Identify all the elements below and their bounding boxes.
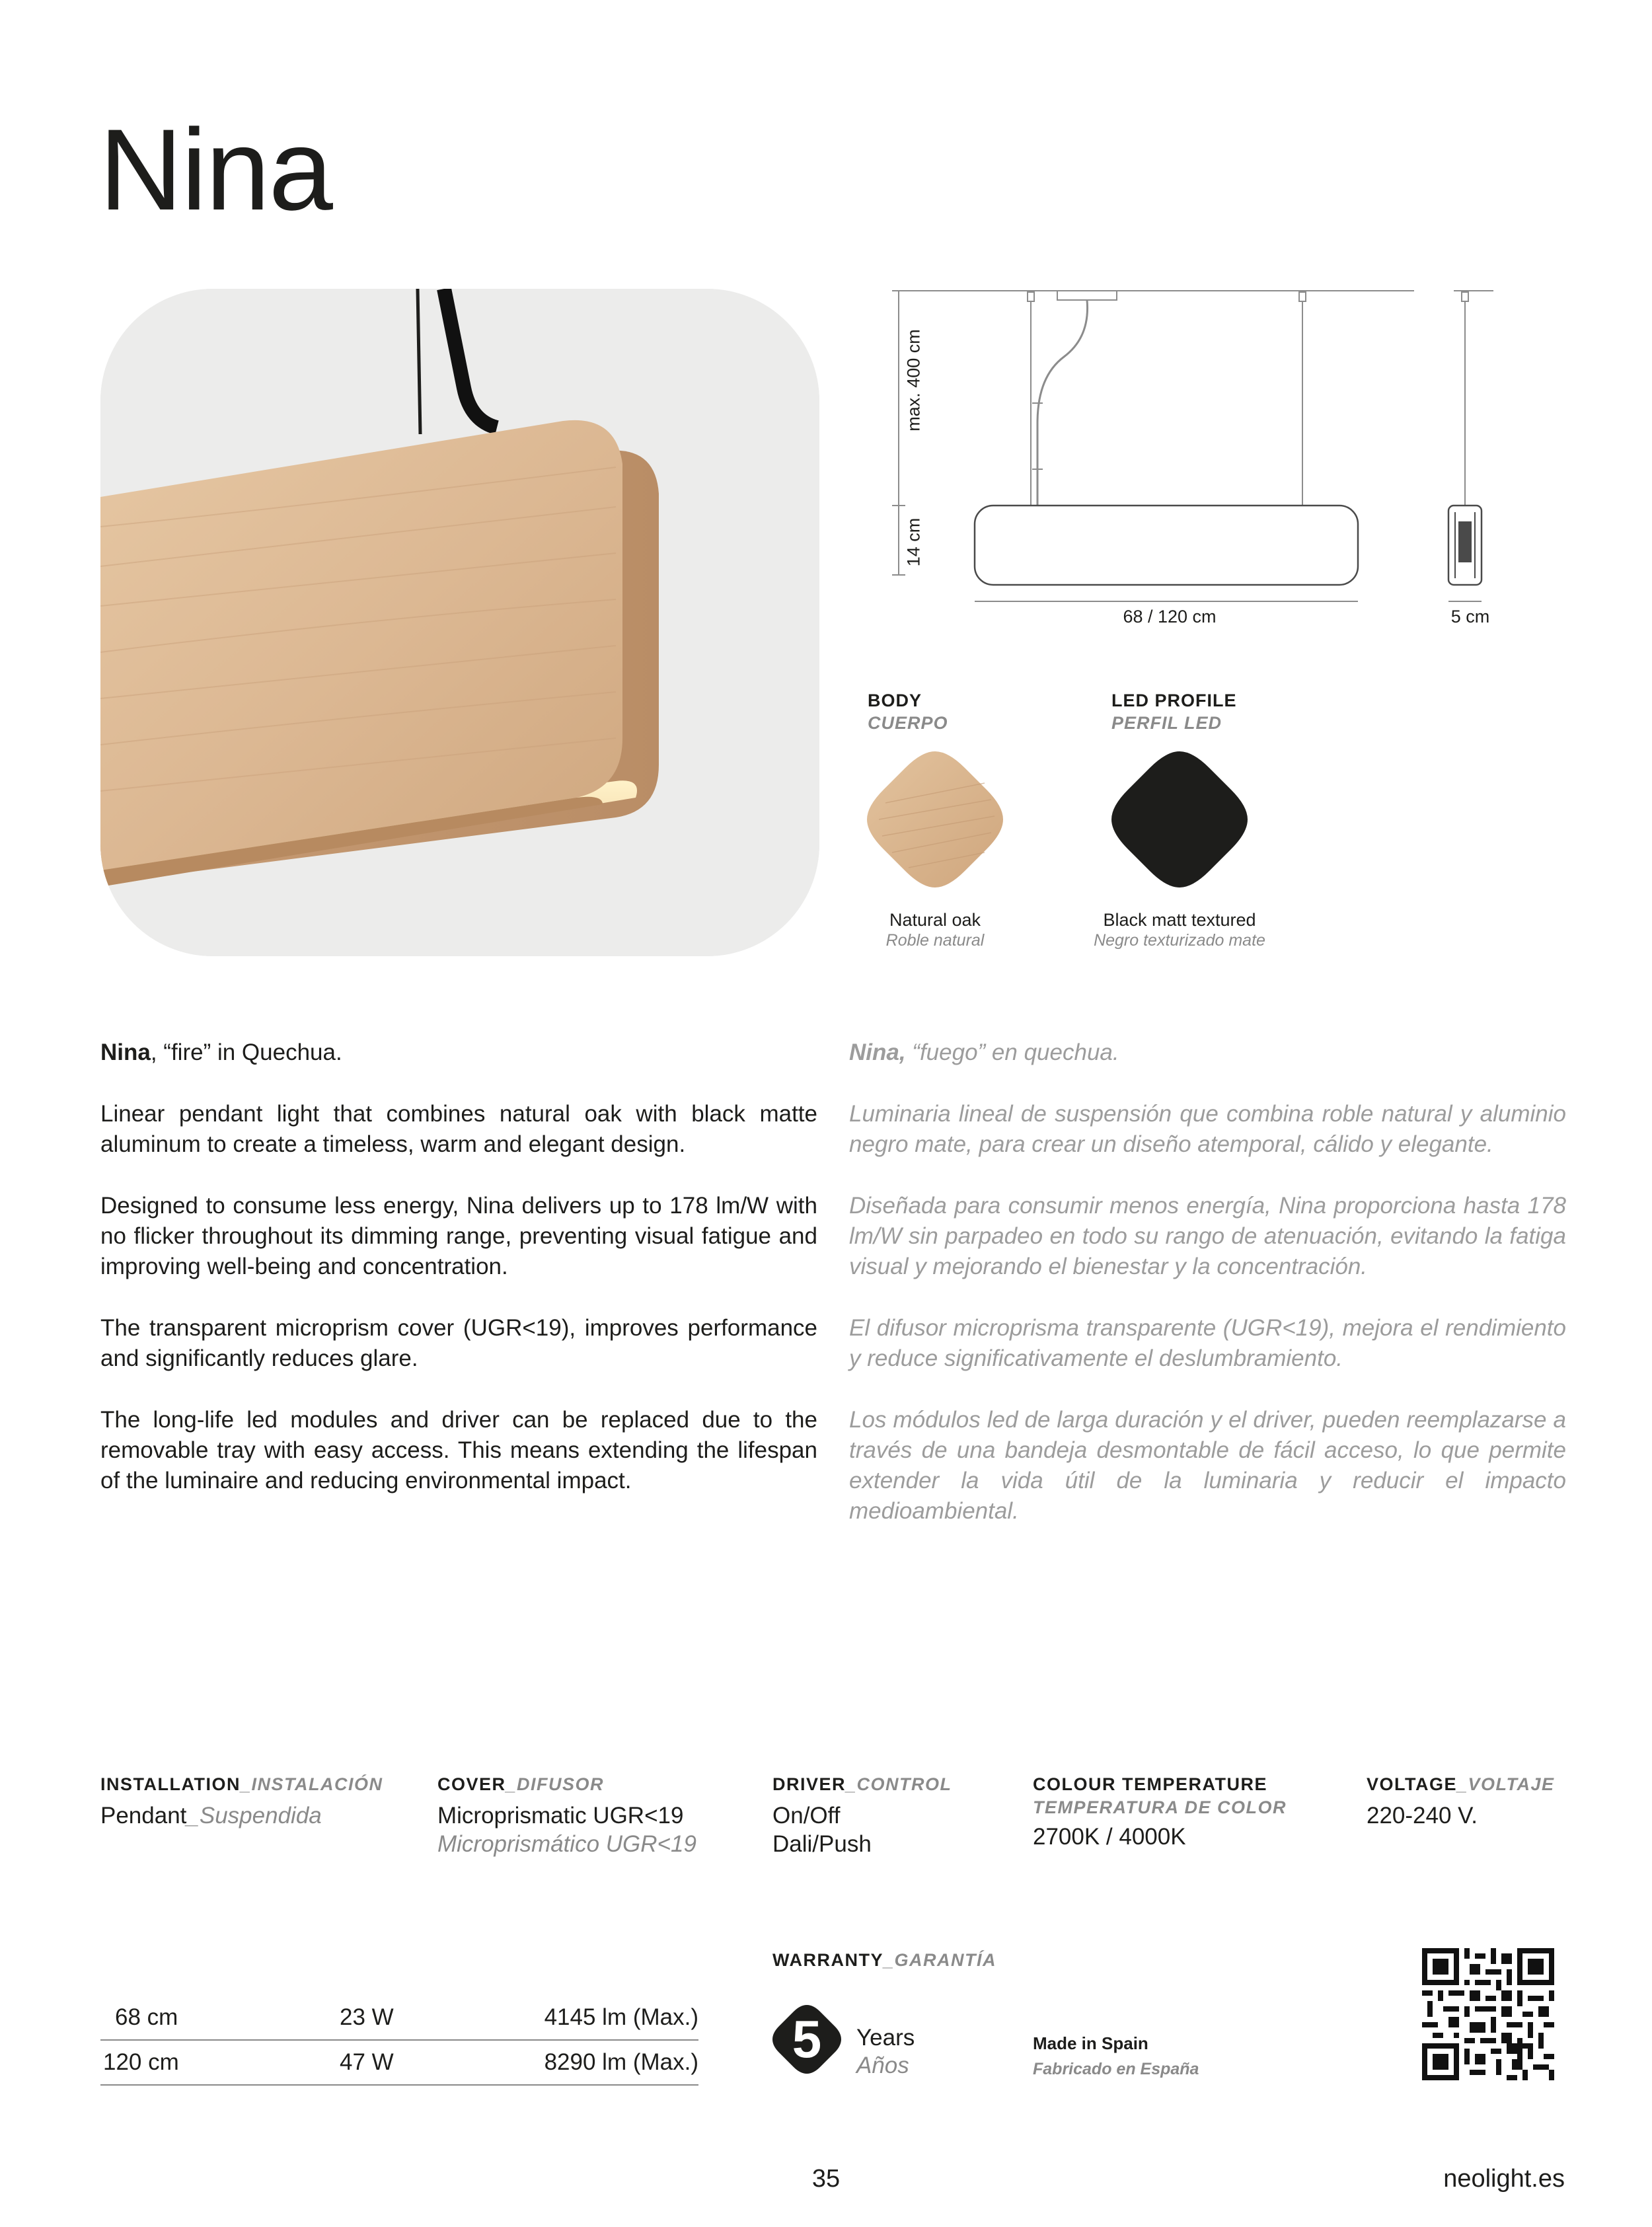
led-finish-label-es: PERFIL LED	[1111, 713, 1222, 733]
table-cell-size: 68 cm	[100, 1996, 340, 2040]
intro-en-bold: Nina	[100, 1039, 151, 1065]
spec-voltage	[1367, 1772, 1555, 1830]
warranty-years-es: Años	[856, 2053, 909, 2078]
spec-voltage-value: 220-240 V.	[1367, 1803, 1478, 1829]
table-cell-flux: 8290 lm (Max.)	[498, 2040, 698, 2085]
table-cell-flux: 4145 lm (Max.)	[498, 1996, 698, 2040]
product-photo	[100, 289, 819, 956]
product-photo-illustration	[100, 289, 819, 956]
paragraph-es-1: Luminaria lineal de suspensión que combina roble natural y aluminio negro mate, para crear un diseño atemporal, cálido y elegante.	[849, 1101, 1566, 1157]
paragraph-en-1: Linear pendant light that combines natural oak with black matte aluminum to create a timeless, warm and elegant design.	[100, 1101, 817, 1157]
spec-installation	[100, 1772, 383, 1830]
table-row	[100, 1996, 698, 2040]
table-cell-size: 120 cm	[100, 2040, 340, 2085]
warranty-badge	[770, 2002, 844, 2076]
description-english	[100, 1038, 817, 1527]
made-in-spain-es: Fabricado en España	[1033, 2060, 1199, 2078]
product-table	[100, 1996, 698, 2086]
spec-driver	[772, 1772, 952, 1858]
paragraph-es-4: Los módulos led de larga duración y el driver, pueden reemplazarse a través de una bandeja desmontable de fácil acceso, lo que permite extender la vida útil de la luminaria y reducir el impacto medioambiental.	[849, 1407, 1566, 1524]
body-finish-label: BODY	[868, 691, 922, 710]
oak-swatch	[859, 743, 1011, 895]
dim-height-max: max. 400 cm	[903, 329, 924, 432]
page-number: 35	[811, 2165, 841, 2193]
spec-colour-temperature	[1033, 1772, 1287, 1851]
spec-installation-label: INSTALLATION_INSTALACIÓN	[100, 1774, 383, 1794]
warranty-years: Years	[856, 2025, 915, 2051]
intro-es-bold: Nina,	[849, 1039, 906, 1065]
spec-cover-value: Microprismatic UGR<19	[437, 1803, 684, 1829]
body-finish-name-es: Roble natural	[885, 931, 985, 950]
spec-cover	[437, 1772, 696, 1858]
paragraph-en-2: Designed to consume less energy, Nina delivers up to 178 lm/W with no flicker throughout its dimming range, preventing visual fatigue and improving well-being and concentration.	[100, 1193, 817, 1279]
led-finish-label: LED PROFILE	[1111, 691, 1237, 710]
paragraph-es-2: Diseñada para consumir menos energía, Nina proporciona hasta 178 lm/W sin parpadeo en todo su rango de atenuación, evitando la fatiga visual y mejorando el bienestar y la concentración.	[849, 1193, 1566, 1279]
intro-es	[849, 1038, 1566, 1068]
spec-colour-temp-value: 2700K / 4000K	[1033, 1824, 1186, 1850]
warranty-label: WARRANTY_GARANTÍA	[772, 1950, 997, 1970]
paragraph-en-4: The long-life led modules and driver can be replaced due to the removable tray with easy access. This means extending the lifespan of the luminaire and reducing environmental impact.	[100, 1407, 817, 1493]
dimension-drawing	[879, 284, 1566, 641]
spec-colour-temp-label: COLOUR TEMPERATURE	[1033, 1774, 1267, 1794]
paragraph-es-3: El difusor microprisma transparente (UGR<19), mejora el rendimiento y reduce significativamente el deslumbramiento.	[849, 1315, 1566, 1371]
website-link[interactable]: neolight.es	[1443, 2165, 1565, 2193]
led-finish-name-es: Negro texturizado mate	[1094, 931, 1265, 950]
body-finish-label-es: CUERPO	[868, 713, 948, 733]
dim-length: 68 / 120 cm	[1123, 607, 1217, 626]
table-cell-power: 23 W	[340, 1996, 498, 2040]
spec-driver-label: DRIVER_CONTROL	[772, 1774, 952, 1794]
table-cell-power: 47 W	[340, 2040, 498, 2085]
led-finish-name: Black matt textured	[1103, 910, 1256, 930]
intro-en-rest: , “fire” in Quechua.	[150, 1039, 342, 1065]
spec-cover-label: COVER_DIFUSOR	[437, 1774, 605, 1794]
intro-es-rest: “fuego” en quechua.	[905, 1039, 1119, 1065]
dim-height-body: 14 cm	[903, 517, 924, 567]
black-swatch	[1104, 743, 1256, 895]
warranty-years-number: 5	[792, 2010, 822, 2068]
table-row	[100, 2040, 698, 2085]
qr-code-icon[interactable]	[1422, 1948, 1554, 2080]
page-title: Nina	[99, 106, 332, 235]
spec-voltage-label: VOLTAGE_VOLTAJE	[1367, 1774, 1555, 1794]
body-finish-name: Natural oak	[889, 910, 981, 930]
intro-en	[100, 1038, 817, 1068]
spec-driver-value-1: On/Off	[772, 1803, 841, 1829]
spec-cover-value-es: Microprismático UGR<19	[437, 1831, 696, 1857]
description-spanish	[849, 1038, 1566, 1558]
spec-colour-temp-label-es: TEMPERATURA DE COLOR	[1033, 1797, 1287, 1817]
made-in-spain: Made in Spain	[1033, 2033, 1148, 2053]
spec-installation-value: Pendant_Suspendida	[100, 1803, 322, 1829]
dim-width: 5 cm	[1450, 607, 1490, 626]
spec-driver-value-2: Dali/Push	[772, 1831, 872, 1857]
paragraph-en-3: The transparent microprism cover (UGR<19), improves performance and significantly reduces glare.	[100, 1315, 817, 1371]
